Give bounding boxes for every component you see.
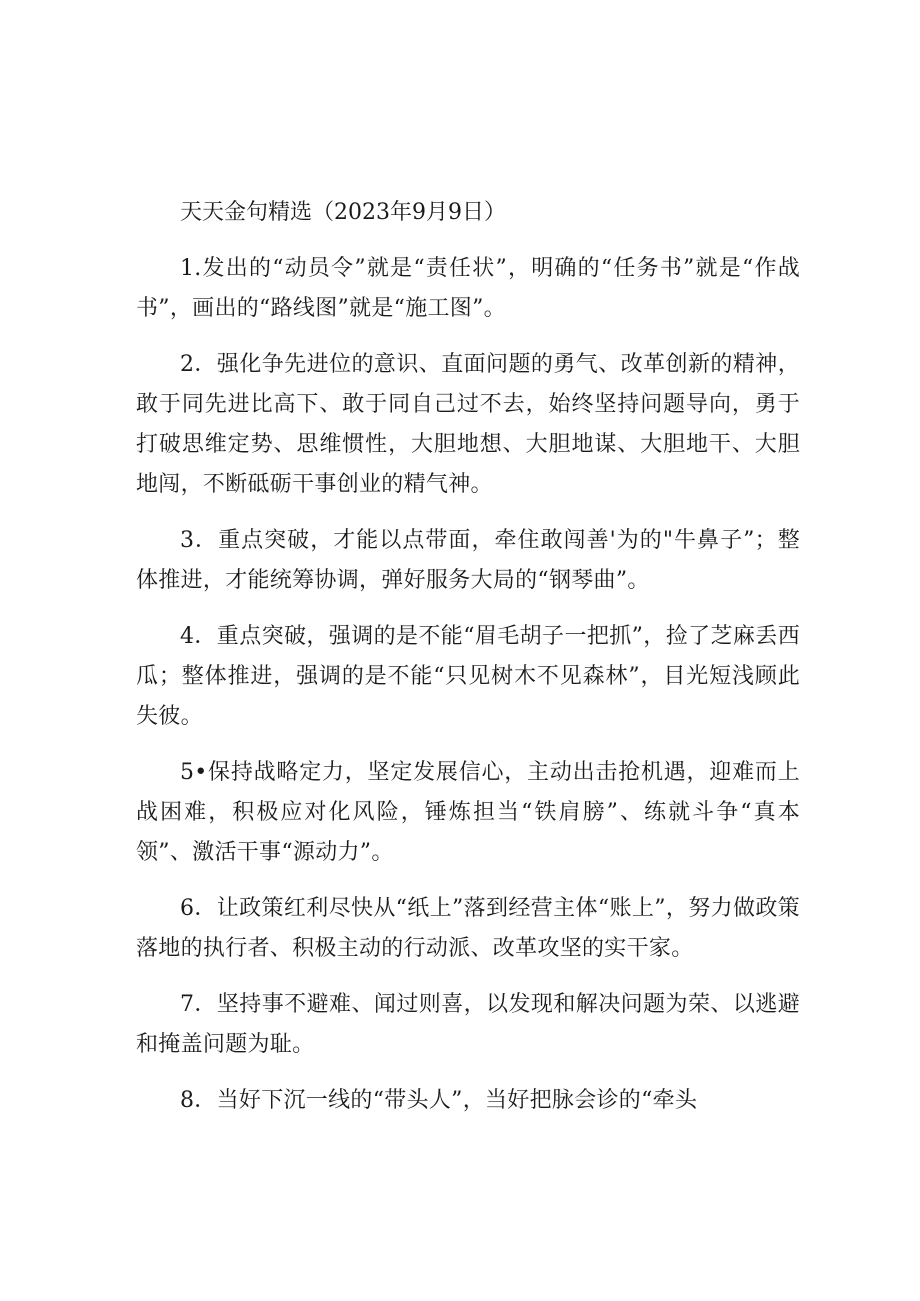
quote-paragraph-2: 2．强化争先进位的意识、直面问题的勇气、改革创新的精神，敢于同先进比高下、敢于同自己过不去，始终坚持问题导向，勇于打破思维定势、思维惯性，大胆地想、大胆地谋、大胆地干、大胆地闯，不断砥砺干事创业的精气神。 (136, 352, 800, 497)
quote-paragraph-7: 7．坚持事不避难、闻过则喜，以发现和解决问题为荣、以逃避和掩盖问题为耻。 (136, 992, 800, 1057)
document-title: 天天金句精选（2023年9月9日） (180, 200, 506, 225)
quote-paragraph-5: 5•保持战略定力，坚定发展信心，主动出击抢机遇，迎难而上战困难，积极应对化风险，锤炼担当“铁肩膀”、练就斗争“真本领”、激活干事“源动力”。 (136, 760, 800, 865)
quote-paragraph-1: 1.发出的“动员令”就是“责任状”，明确的“任务书”就是“作战书”，画出的“路线图”就是“施工图”。 (136, 256, 800, 321)
quote-paragraph-8: 8．当好下沉一线的“带头人”，当好把脉会诊的“牵头 (180, 1088, 698, 1113)
quote-paragraph-3: 3．重点突破，才能以点带面，牵住敢闯善'为的"牛鼻子”；整体推进，才能统筹协调，弹好服务大局的“钢琴曲”。 (136, 528, 800, 593)
quote-paragraph-4: 4．重点突破，强调的是不能“眉毛胡子一把抓”，捡了芝麻丢西瓜；整体推进，强调的是不能“只见树木不见森林”，目光短浅顾此失彼。 (136, 624, 800, 729)
quote-paragraph-6: 6．让政策红利尽快从“纸上”落到经营主体“账上”，努力做政策落地的执行者、积极主动的行动派、改革攻坚的实干家。 (136, 896, 800, 961)
document-body (136, 193, 800, 1121)
